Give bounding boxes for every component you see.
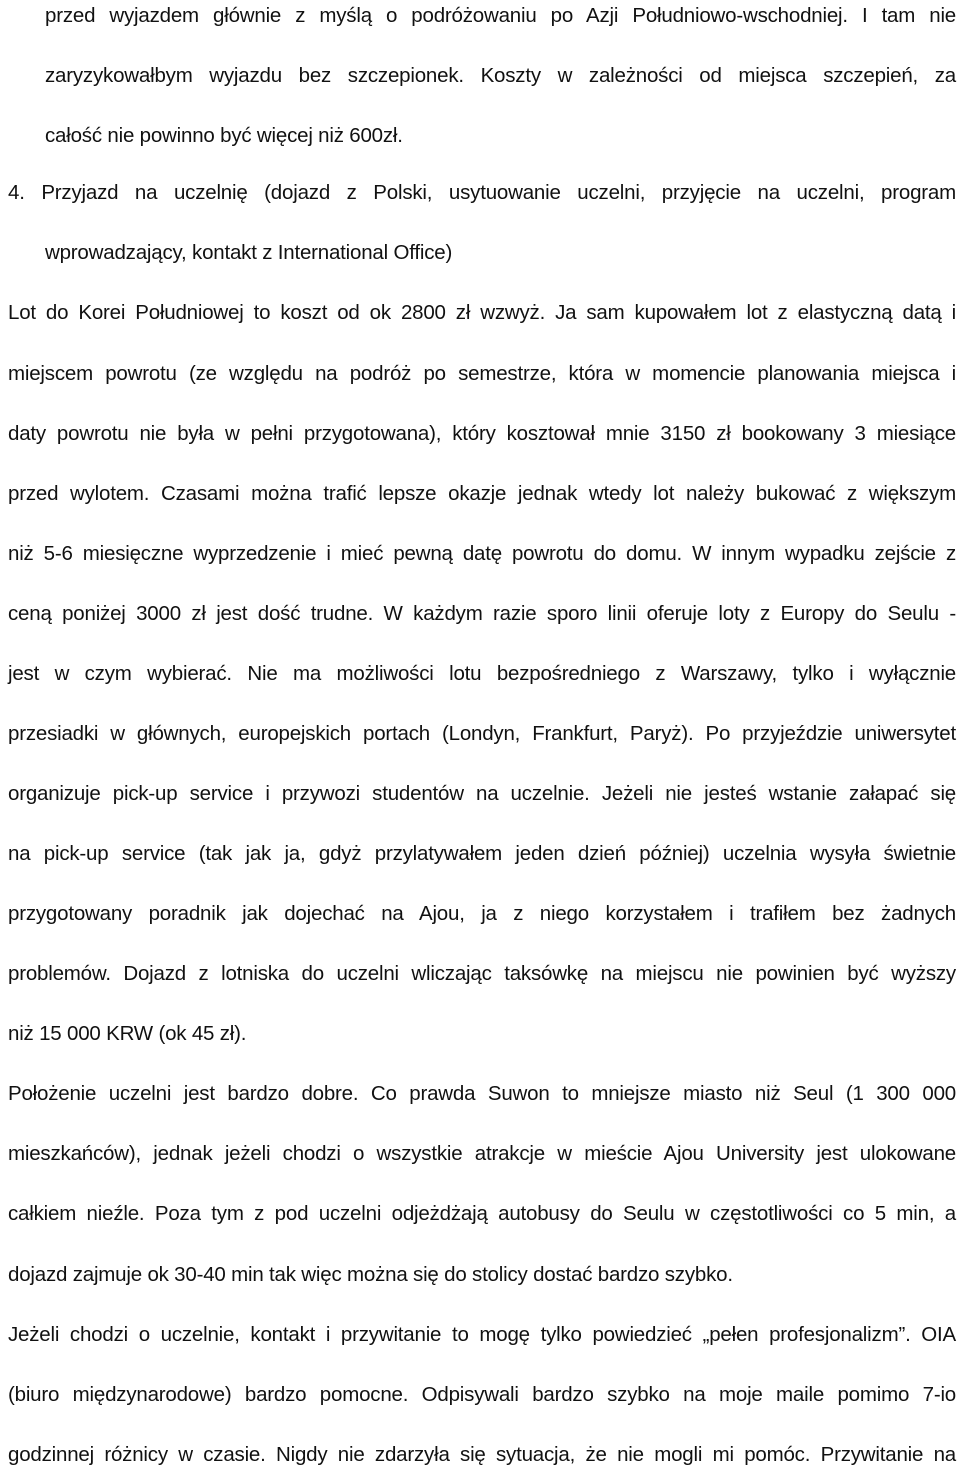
text-line: przed wylotem. Czasami można trafić lepsze okazje jednak wtedy lot należy bukować z większym [8, 482, 956, 505]
text-line: zaryzykowałbym wyjazdu bez szczepionek. Koszty w zależności od miejsca szczepień, za [45, 64, 956, 87]
text-line: (biuro międzynarodowe) bardzo pomocne. Odpisywali bardzo szybko na moje maile pomimo 7-io [8, 1383, 956, 1406]
text-line: jest w czym wybierać. Nie ma możliwości lotu bezpośredniego z Warszawy, tylko i wyłącznie [8, 662, 956, 685]
text-line: problemów. Dojazd z lotniska do uczelni wliczając taksówkę na miejscu nie powinien być wyższy [8, 962, 956, 985]
text-line: miejscem powrotu (ze względu na podróż po semestrze, która w momencie planowania miejsca i [8, 362, 956, 385]
text-line: na pick-up service (tak jak ja, gdyż przylatywałem jeden dzień później) uczelnia wysyła świetnie [8, 842, 956, 865]
section-heading-continued: wprowadzający, kontakt z International Office) [45, 241, 453, 264]
text-line: Jeżeli chodzi o uczelnie, kontakt i przywitanie to mogę tylko powiedzieć „pełen profesjonalizm”. OIA [8, 1323, 956, 1346]
text-line: mieszkańców), jednak jeżeli chodzi o wszystkie atrakcje w mieście Ajou University jest ulokowane [8, 1142, 956, 1165]
text-line: Położenie uczelni jest bardzo dobre. Co prawda Suwon to mniejsze miasto niż Seul (1 300 000 [8, 1082, 956, 1105]
text-line: daty powrotu nie była w pełni przygotowana), który kosztował mnie 3150 zł bookowany 3 miesiące [8, 422, 956, 445]
text-line: przed wyjazdem głównie z myślą o podróżowaniu po Azji Południowo-wschodniej. I tam nie [45, 4, 956, 27]
text-line: niż 15 000 KRW (ok 45 zł). [8, 1022, 247, 1045]
text-line: dojazd zajmuje ok 30-40 min tak więc można się do stolicy dostać bardzo szybko. [8, 1263, 733, 1286]
text-line: godzinnej różnicy w czasie. Nigdy nie zdarzyła się sytuacja, że nie mogli mi pomóc. Przywitanie na [8, 1443, 956, 1466]
text-line: całkiem nieźle. Poza tym z pod uczelni odjeżdżają autobusy do Seulu w częstotliwości co 5 min, a [8, 1202, 956, 1225]
section-heading: 4. Przyjazd na uczelnię (dojazd z Polski, usytuowanie uczelni, przyjęcie na uczelni, program [8, 181, 956, 204]
text-line: organizuje pick-up service i przywozi studentów na uczelnie. Jeżeli nie jesteś wstanie załapać się [8, 782, 956, 805]
text-line: przesiadki w głównych, europejskich portach (Londyn, Frankfurt, Paryż). Po przyjeździe uniwersytet [8, 722, 956, 745]
text-line: ceną poniżej 3000 zł jest dość trudne. W każdym razie sporo linii oferuje loty z Europy do Seulu - [8, 602, 956, 625]
text-line: przygotowany poradnik jak dojechać na Ajou, ja z niego korzystałem i trafiłem bez żadnych [8, 902, 956, 925]
text-line: całość nie powinno być więcej niż 600zł. [45, 124, 403, 147]
text-line: niż 5-6 miesięczne wyprzedzenie i mieć pewną datę powrotu do domu. W innym wypadku zejście z [8, 542, 956, 565]
text-line: Lot do Korei Południowej to koszt od ok 2800 zł wzwyż. Ja sam kupowałem lot z elastyczną datą i [8, 301, 956, 324]
